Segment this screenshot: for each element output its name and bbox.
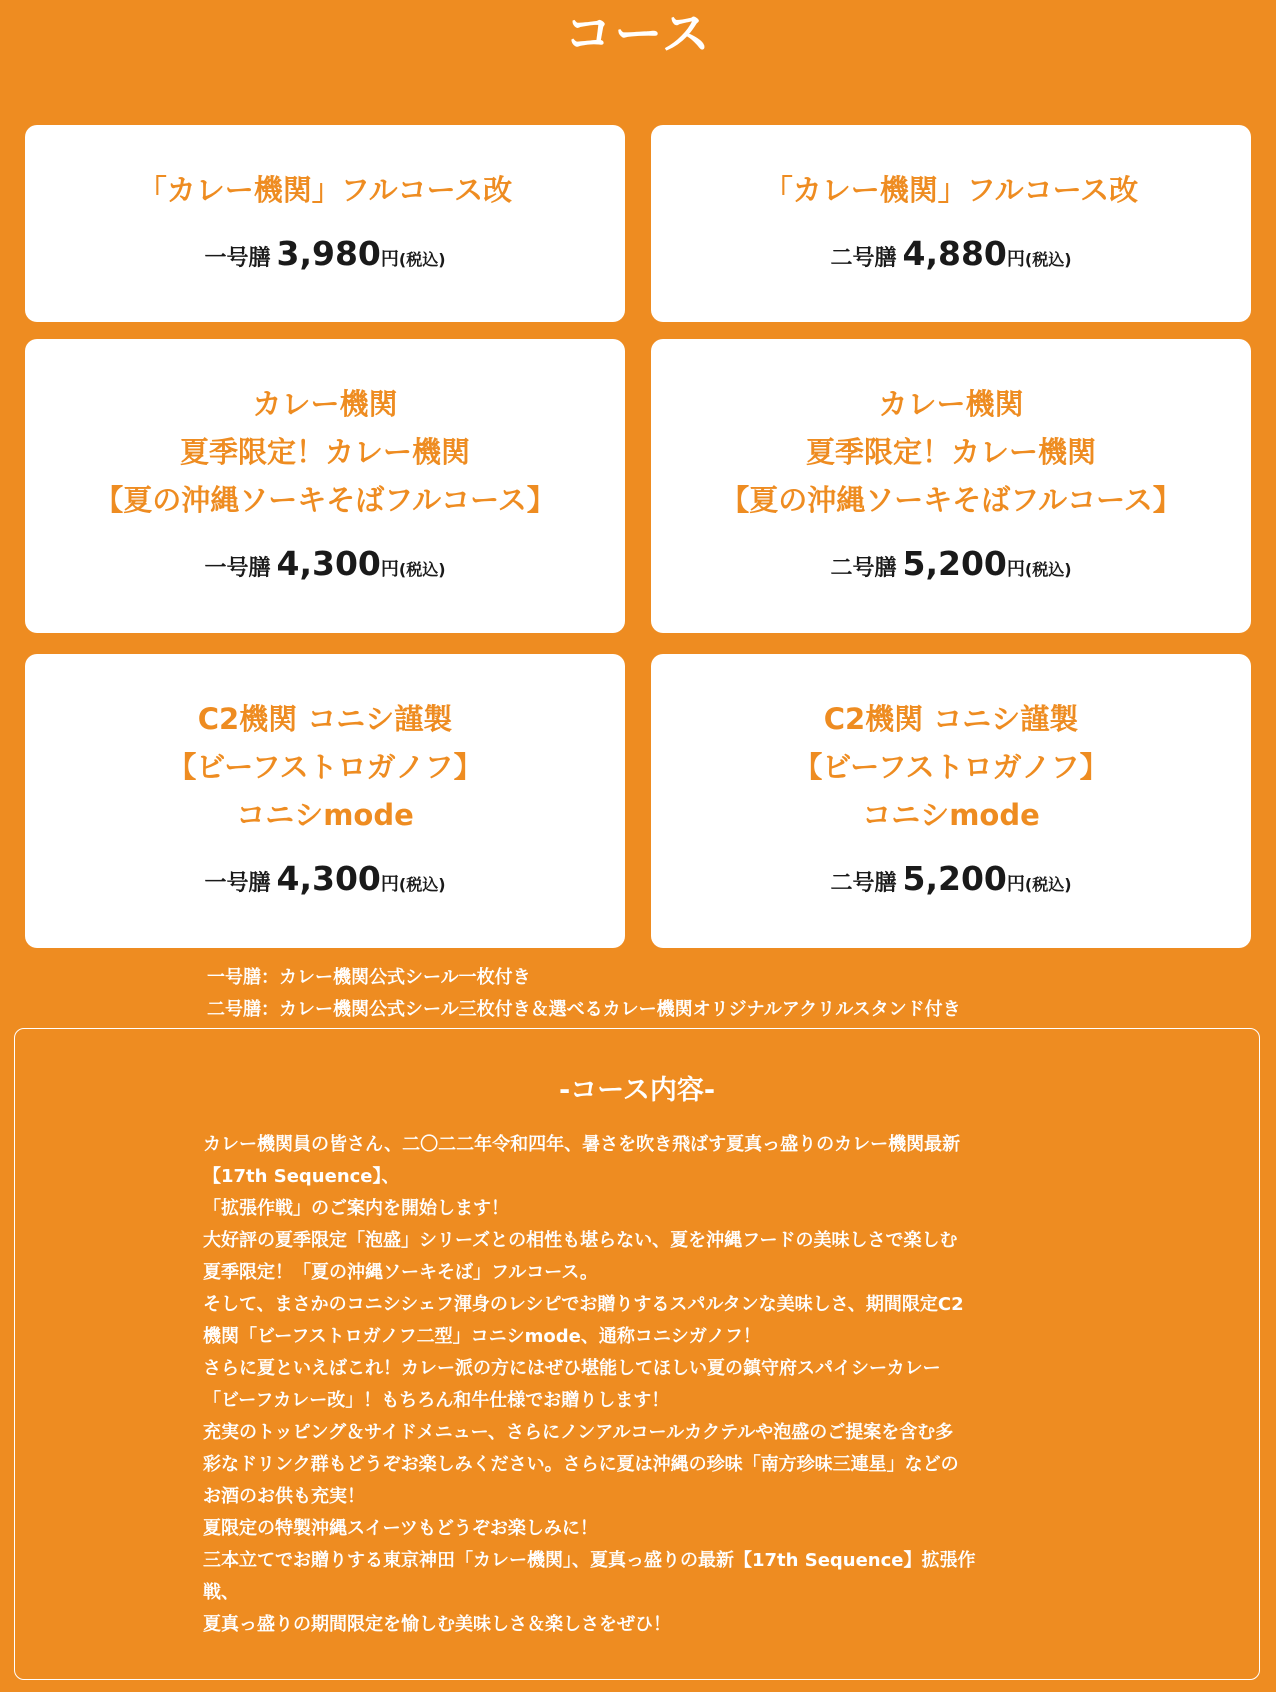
course-title-line: 【ビーフストロガノフ】 — [167, 750, 483, 784]
price-tier: 一号膳 — [204, 245, 271, 271]
details-line: 「ビーフカレー改」！もちろん和牛仕様でお贈りします！ — [203, 1390, 670, 1411]
price-tier: 一号膳 — [204, 871, 271, 896]
price-currency: 円 — [380, 559, 399, 580]
course-title-line: 【夏の沖縄ソーキそばフルコース】 — [94, 483, 556, 517]
details-line: 三本立てでお贈りする東京神田「カレー機関」、夏真っ盛りの最新【17th Sequence】拡張作 — [203, 1550, 976, 1571]
price-tier: 二号膳 — [830, 871, 897, 896]
tier-notes — [207, 962, 961, 1026]
price-tier: 一号膳 — [204, 556, 271, 581]
course-title-line: C2機関 コニシ謹製 — [197, 702, 453, 736]
details-line: 大好評の夏季限定「泡盛」シリーズとの相性も堪らない、夏を沖縄フードの美味しさで楽しむ — [203, 1230, 958, 1251]
price-currency: 円 — [1006, 559, 1025, 580]
course-title: 「カレー機関」フルコース改 — [763, 172, 1139, 207]
course-title-line: コニシmode — [236, 798, 414, 832]
course-title-line: 夏季限定！カレー機関 — [805, 435, 1096, 469]
course-card — [651, 654, 1251, 948]
price-currency: 円 — [1006, 248, 1025, 270]
details-line: 戦、 — [203, 1582, 239, 1603]
page-title: コース — [564, 6, 712, 62]
course-price — [830, 857, 1071, 907]
details-line: カレー機関員の皆さん、二〇二二年令和四年、暑さを吹き飛ばす夏真っ盛りのカレー機関最新 — [203, 1134, 961, 1155]
course-price — [830, 232, 1071, 282]
course-price — [204, 232, 445, 282]
price-tier: 二号膳 — [830, 245, 897, 271]
price-amount: 4,880 — [902, 233, 1007, 273]
course-title-line: 【夏の沖縄ソーキそばフルコース】 — [720, 483, 1182, 517]
details-line: 充実のトッピング＆サイドメニュー、さらにノンアルコールカクテルや泡盛のご提案を含む多 — [203, 1422, 954, 1443]
course-card — [651, 339, 1251, 633]
tier-note: 一号膳：カレー機関公式シール一枚付き — [207, 967, 531, 988]
price-tax-note: (税込) — [398, 249, 446, 269]
course-price — [830, 542, 1071, 592]
course-card — [25, 339, 625, 633]
price-tax-note: (税込) — [1024, 249, 1072, 269]
course-card — [651, 125, 1251, 322]
price-amount: 4,300 — [276, 859, 381, 898]
details-line: 【17th Sequence】、 — [203, 1166, 400, 1187]
course-details-box — [14, 1028, 1260, 1680]
details-line: お酒のお供も充実！ — [203, 1486, 365, 1507]
details-line: 夏真っ盛りの期間限定を愉しむ美味しさ＆楽しさをぜひ！ — [203, 1614, 671, 1635]
price-tier: 二号膳 — [830, 556, 897, 581]
course-title-line: カレー機関 — [878, 387, 1024, 421]
price-amount: 3,980 — [276, 233, 381, 273]
price-currency: 円 — [380, 874, 399, 895]
course-title-line: 【ビーフストロガノフ】 — [793, 750, 1109, 784]
course-price — [204, 542, 445, 592]
details-line: 「拡張作戦」のご案内を開始します！ — [203, 1198, 509, 1219]
details-line: 彩なドリンク群もどうぞお楽しみください。さらに夏は沖縄の珍味「南方珍味三連星」などの — [203, 1454, 959, 1475]
details-line: そして、まさかのコニシシェフ渾身のレシピでお贈りするスパルタンな美味しさ、期間限定C2 — [203, 1294, 964, 1315]
course-price — [204, 857, 445, 907]
price-tax-note: (税込) — [398, 560, 446, 579]
details-line: 機関「ビーフストロガノフ二型」コニシmode、通称コニシガノフ！ — [203, 1326, 761, 1347]
details-line: さらに夏といえばこれ！カレー派の方にはぜひ堪能してほしい夏の鎮守府スパイシーカレー — [203, 1358, 941, 1379]
price-tax-note: (税込) — [1024, 875, 1072, 894]
course-card-grid — [25, 125, 1251, 948]
course-title-line: コニシmode — [862, 798, 1040, 832]
course-title-line: 夏季限定！カレー機関 — [179, 435, 470, 469]
course-card — [25, 125, 625, 322]
tier-note: 二号膳：カレー機関公式シール三枚付き＆選べるカレー機関オリジナルアクリルスタンド付き — [207, 999, 961, 1020]
price-currency: 円 — [380, 248, 399, 270]
price-amount: 5,200 — [902, 544, 1007, 583]
price-amount: 4,300 — [276, 544, 381, 583]
course-title-line: カレー機関 — [252, 387, 398, 421]
course-title: 「カレー機関」フルコース改 — [137, 172, 513, 207]
course-details-body — [203, 1129, 1083, 1641]
price-tax-note: (税込) — [398, 875, 446, 894]
course-details-title: -コース内容- — [558, 1075, 716, 1106]
details-line: 夏季限定！「夏の沖縄ソーキそば」フルコース。 — [203, 1262, 598, 1283]
course-card — [25, 654, 625, 948]
details-line: 夏限定の特製沖縄スイーツもどうぞお楽しみに！ — [203, 1518, 598, 1539]
price-amount: 5,200 — [902, 859, 1007, 898]
price-currency: 円 — [1006, 874, 1025, 895]
price-tax-note: (税込) — [1024, 560, 1072, 579]
course-title-line: C2機関 コニシ謹製 — [823, 702, 1079, 736]
